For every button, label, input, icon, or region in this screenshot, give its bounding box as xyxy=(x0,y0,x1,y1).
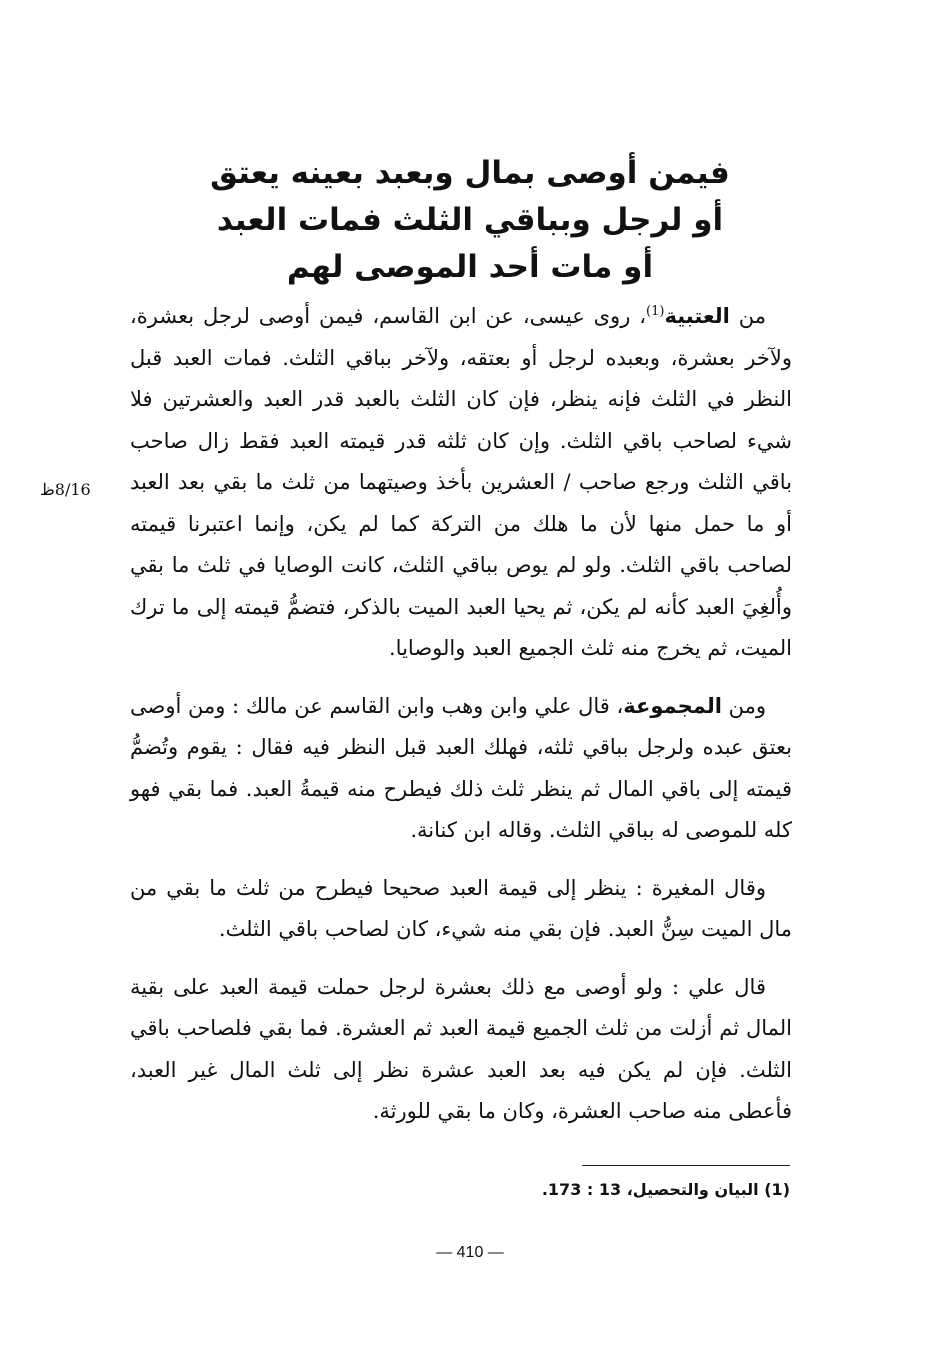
title-line-2: أو لرجل وبباقي الثلث فمات العبد xyxy=(216,202,724,238)
title-line-3: أو مات أحد الموصى لهم xyxy=(286,249,654,285)
paragraph-lead: من xyxy=(729,304,766,328)
footnote-reference: (1) xyxy=(646,304,665,319)
page-number: — 410 — xyxy=(436,1244,504,1261)
footnote-number: (1) xyxy=(764,1180,790,1199)
paragraph-text: ، قال علي وابن وهب وابن القاسم عن مالك : ومن أوصى بعتق عبده ولرجل بباقي ثلثه، فهلك العبد قبل النظر فيه فقال : يقوم وتُضمُّ قيمته إلى باقي المال ثم ينظر ثلث ذلك فيطرح منه قيمةُ العبد. فما بقي فهو كله للموصى له بباقي الثلث. وقاله ابن كنانة. xyxy=(130,693,792,842)
paragraph-text: ، روى عيسى، عن ابن القاسم، فيمن أوصى لرجل بعشرة، ولآخر بعشرة، وبعبده لرجل أو بعتقه، ولآخر بباقي الثلث. فمات العبد قبل النظر في الثلث فإنه ينظر، فإن كان الثلث بالعبد قدر العبد والعشرتين فلا شيء لصاحب باقي الثلث. وإن كان ثلثه قدر قيمته العبد فقط زال صاحب باقي الثلث ورجع صاحب / العشرين بأخذ وصيتهما من ثلث ما بقي بعد العبد أو ما حمل منها لأن ما هلك من التركة كما لم يكن، وإنما اعتبرنا قيمته لصاحب باقي الثلث. ولو لم يوص بباقي الثلث، كانت الوصايا في ثلث ما بقي وأُلغِيَ العبد كأنه لم يكن، ثم يحيا العبد الميت بالذكر، فتضمُّ قيمته إلى ما ترك الميت، ثم يخرج منه ثلث الجميع العبد والوصايا. xyxy=(130,304,792,660)
body-text xyxy=(130,296,792,1149)
footnote-text: البيان والتحصيل، 13 : 173. xyxy=(541,1180,759,1199)
paragraph-2 xyxy=(130,686,792,852)
footnote-separator xyxy=(582,1165,790,1166)
source-name: المجموعة xyxy=(623,693,722,718)
section-title xyxy=(150,150,790,291)
paragraph-3: وقال المغيرة : ينظر إلى قيمة العبد صحيحا فيطرح من ثلث ما بقي من مال الميت سِنُّ العبد. فإن بقي منه شيء، كان لصاحب باقي الثلث. xyxy=(130,875,792,941)
manuscript-folio-note: 8/16ظ xyxy=(40,480,91,499)
paragraph-lead: ومن xyxy=(721,693,766,718)
title-line-1: فيمن أوصى بمال وبعبد بعينه يعتق xyxy=(210,155,730,191)
paragraph-4: قال علي : ولو أوصى مع ذلك بعشرة لرجل حملت قيمة العبد على بقية المال ثم أزلت من ثلث الجميع قيمة العبد ثم العشرة. فما بقي فلصاحب باقي الثلث. فإن لم يكن فيه بعد العبد عشرة نظر إلى ثلث المال غير العبد، فأعطى منه صاحب العشرة، وكان ما بقي للورثة. xyxy=(130,974,792,1123)
footnote xyxy=(450,1180,790,1199)
source-name: العتبية xyxy=(664,304,730,328)
paragraph-1 xyxy=(130,296,792,670)
